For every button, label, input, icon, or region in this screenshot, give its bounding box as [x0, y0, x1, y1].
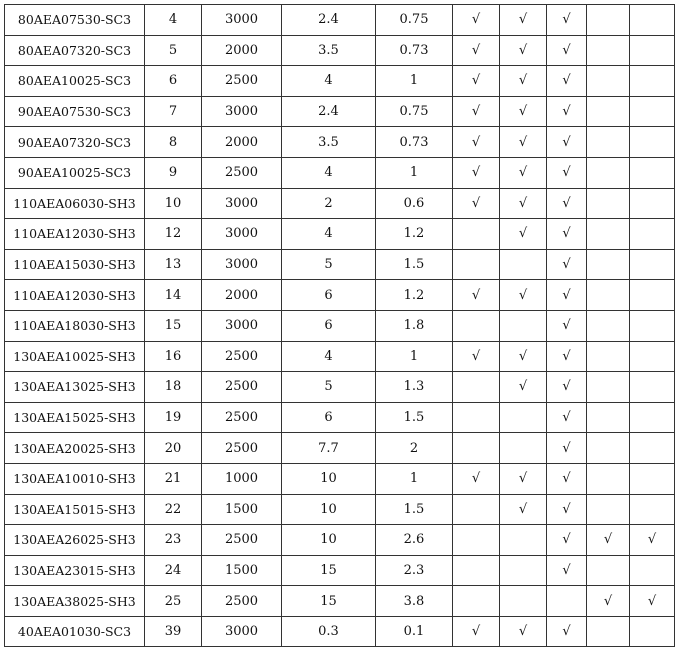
check-cell-1: √	[453, 96, 500, 127]
check-cell-1: √	[453, 280, 500, 311]
model-cell: 110AEA18030-SH3	[5, 310, 145, 341]
power-cell: 2.6	[376, 525, 453, 556]
speed-cell: 3000	[202, 5, 282, 36]
model-cell: 40AEA01030-SC3	[5, 616, 145, 647]
check-cell-5	[630, 433, 675, 464]
model-cell: 130AEA26025-SH3	[5, 525, 145, 556]
check-cell-5	[630, 127, 675, 158]
check-cell-3: √	[547, 494, 587, 525]
model-cell: 110AEA15030-SH3	[5, 249, 145, 280]
check-cell-3: √	[547, 35, 587, 66]
power-cell: 1.8	[376, 310, 453, 341]
model-cell: 110AEA12030-SH3	[5, 280, 145, 311]
torque-cell: 4	[282, 341, 376, 372]
code-cell: 25	[145, 586, 202, 617]
check-cell-3: √	[547, 310, 587, 341]
torque-cell: 15	[282, 586, 376, 617]
check-cell-5: √	[630, 525, 675, 556]
model-cell: 130AEA20025-SH3	[5, 433, 145, 464]
torque-cell: 7.7	[282, 433, 376, 464]
code-cell: 8	[145, 127, 202, 158]
check-cell-3: √	[547, 66, 587, 97]
speed-cell: 3000	[202, 616, 282, 647]
check-cell-1	[453, 525, 500, 556]
code-cell: 18	[145, 372, 202, 403]
power-cell: 1	[376, 463, 453, 494]
torque-cell: 0.3	[282, 616, 376, 647]
check-cell-3: √	[547, 402, 587, 433]
table-row	[5, 5, 675, 36]
torque-cell: 6	[282, 402, 376, 433]
speed-cell: 2500	[202, 341, 282, 372]
check-cell-1: √	[453, 341, 500, 372]
table-row	[5, 586, 675, 617]
model-cell: 130AEA13025-SH3	[5, 372, 145, 403]
code-cell: 6	[145, 66, 202, 97]
check-cell-5	[630, 35, 675, 66]
check-cell-4	[587, 5, 630, 36]
code-cell: 16	[145, 341, 202, 372]
table-row	[5, 219, 675, 250]
check-cell-1	[453, 310, 500, 341]
check-cell-3: √	[547, 96, 587, 127]
torque-cell: 2.4	[282, 5, 376, 36]
check-cell-2: √	[500, 157, 547, 188]
speed-cell: 2000	[202, 127, 282, 158]
check-cell-2: √	[500, 219, 547, 250]
check-cell-4: √	[587, 525, 630, 556]
torque-cell: 5	[282, 372, 376, 403]
check-cell-2: √	[500, 188, 547, 219]
check-cell-2: √	[500, 35, 547, 66]
code-cell: 23	[145, 525, 202, 556]
power-cell: 0.1	[376, 616, 453, 647]
check-cell-4	[587, 310, 630, 341]
check-cell-4	[587, 249, 630, 280]
code-cell: 19	[145, 402, 202, 433]
check-cell-2: √	[500, 96, 547, 127]
power-cell: 0.6	[376, 188, 453, 219]
power-cell: 2	[376, 433, 453, 464]
check-cell-4: √	[587, 586, 630, 617]
table-row	[5, 66, 675, 97]
check-cell-2: √	[500, 463, 547, 494]
check-cell-1: √	[453, 463, 500, 494]
check-cell-2	[500, 402, 547, 433]
table-row	[5, 341, 675, 372]
speed-cell: 3000	[202, 96, 282, 127]
check-cell-5	[630, 463, 675, 494]
power-cell: 1	[376, 66, 453, 97]
power-cell: 1.5	[376, 494, 453, 525]
check-cell-4	[587, 157, 630, 188]
check-cell-2: √	[500, 494, 547, 525]
check-cell-1: √	[453, 157, 500, 188]
check-cell-4	[587, 66, 630, 97]
check-cell-2	[500, 310, 547, 341]
table-body	[5, 5, 675, 647]
check-cell-1: √	[453, 188, 500, 219]
power-cell: 0.73	[376, 127, 453, 158]
table-row	[5, 402, 675, 433]
check-cell-2	[500, 555, 547, 586]
code-cell: 10	[145, 188, 202, 219]
check-cell-3: √	[547, 463, 587, 494]
check-cell-3: √	[547, 5, 587, 36]
table-row	[5, 127, 675, 158]
model-cell: 130AEA23015-SH3	[5, 555, 145, 586]
speed-cell: 3000	[202, 219, 282, 250]
power-cell: 1.3	[376, 372, 453, 403]
model-cell: 130AEA38025-SH3	[5, 586, 145, 617]
table-row	[5, 555, 675, 586]
check-cell-1	[453, 586, 500, 617]
table-row	[5, 310, 675, 341]
check-cell-1	[453, 494, 500, 525]
torque-cell: 3.5	[282, 35, 376, 66]
check-cell-3: √	[547, 525, 587, 556]
speed-cell: 2500	[202, 586, 282, 617]
table-row	[5, 525, 675, 556]
code-cell: 39	[145, 616, 202, 647]
table-row	[5, 433, 675, 464]
power-cell: 1.2	[376, 280, 453, 311]
torque-cell: 6	[282, 310, 376, 341]
check-cell-2	[500, 525, 547, 556]
code-cell: 12	[145, 219, 202, 250]
check-cell-1	[453, 372, 500, 403]
check-cell-2: √	[500, 341, 547, 372]
check-cell-5	[630, 280, 675, 311]
code-cell: 20	[145, 433, 202, 464]
check-cell-1	[453, 433, 500, 464]
code-cell: 13	[145, 249, 202, 280]
speed-cell: 3000	[202, 188, 282, 219]
model-cell: 110AEA12030-SH3	[5, 219, 145, 250]
check-cell-2	[500, 586, 547, 617]
code-cell: 14	[145, 280, 202, 311]
check-cell-1: √	[453, 616, 500, 647]
check-cell-3: √	[547, 616, 587, 647]
check-cell-1: √	[453, 127, 500, 158]
check-cell-4	[587, 219, 630, 250]
torque-cell: 2.4	[282, 96, 376, 127]
code-cell: 5	[145, 35, 202, 66]
check-cell-5	[630, 96, 675, 127]
check-cell-4	[587, 494, 630, 525]
table-row	[5, 188, 675, 219]
torque-cell: 4	[282, 157, 376, 188]
check-cell-3: √	[547, 127, 587, 158]
check-cell-3: √	[547, 555, 587, 586]
check-cell-4	[587, 188, 630, 219]
table-row	[5, 96, 675, 127]
speed-cell: 2500	[202, 66, 282, 97]
model-cell: 130AEA15015-SH3	[5, 494, 145, 525]
torque-cell: 2	[282, 188, 376, 219]
check-cell-5	[630, 616, 675, 647]
power-cell: 0.73	[376, 35, 453, 66]
check-cell-2	[500, 433, 547, 464]
check-cell-2: √	[500, 280, 547, 311]
speed-cell: 3000	[202, 249, 282, 280]
check-cell-5	[630, 372, 675, 403]
check-cell-4	[587, 96, 630, 127]
model-cell: 130AEA15025-SH3	[5, 402, 145, 433]
check-cell-5	[630, 310, 675, 341]
check-cell-3: √	[547, 341, 587, 372]
torque-cell: 15	[282, 555, 376, 586]
power-cell: 0.75	[376, 5, 453, 36]
torque-cell: 3.5	[282, 127, 376, 158]
check-cell-3	[547, 586, 587, 617]
check-cell-5	[630, 188, 675, 219]
model-cell: 90AEA07320-SC3	[5, 127, 145, 158]
check-cell-4	[587, 35, 630, 66]
check-cell-5	[630, 402, 675, 433]
torque-cell: 10	[282, 525, 376, 556]
speed-cell: 3000	[202, 310, 282, 341]
check-cell-1	[453, 249, 500, 280]
check-cell-3: √	[547, 188, 587, 219]
table-row	[5, 372, 675, 403]
check-cell-1: √	[453, 35, 500, 66]
check-cell-4	[587, 463, 630, 494]
motor-spec-table	[4, 4, 675, 647]
check-cell-5	[630, 219, 675, 250]
check-cell-2	[500, 249, 547, 280]
torque-cell: 10	[282, 463, 376, 494]
check-cell-3: √	[547, 372, 587, 403]
table-row	[5, 616, 675, 647]
speed-cell: 2500	[202, 402, 282, 433]
check-cell-4	[587, 402, 630, 433]
speed-cell: 1500	[202, 555, 282, 586]
check-cell-5	[630, 341, 675, 372]
check-cell-3: √	[547, 433, 587, 464]
code-cell: 15	[145, 310, 202, 341]
model-cell: 80AEA10025-SC3	[5, 66, 145, 97]
power-cell: 1	[376, 157, 453, 188]
code-cell: 21	[145, 463, 202, 494]
code-cell: 22	[145, 494, 202, 525]
check-cell-4	[587, 433, 630, 464]
power-cell: 2.3	[376, 555, 453, 586]
table-row	[5, 249, 675, 280]
check-cell-2: √	[500, 372, 547, 403]
check-cell-2: √	[500, 127, 547, 158]
speed-cell: 2500	[202, 525, 282, 556]
check-cell-4	[587, 372, 630, 403]
check-cell-4	[587, 280, 630, 311]
power-cell: 3.8	[376, 586, 453, 617]
check-cell-1	[453, 402, 500, 433]
speed-cell: 2500	[202, 433, 282, 464]
speed-cell: 2500	[202, 157, 282, 188]
check-cell-5	[630, 5, 675, 36]
check-cell-2: √	[500, 66, 547, 97]
check-cell-3: √	[547, 249, 587, 280]
check-cell-5	[630, 555, 675, 586]
speed-cell: 2000	[202, 35, 282, 66]
model-cell: 130AEA10010-SH3	[5, 463, 145, 494]
code-cell: 7	[145, 96, 202, 127]
power-cell: 1.5	[376, 402, 453, 433]
check-cell-1	[453, 555, 500, 586]
speed-cell: 2500	[202, 372, 282, 403]
speed-cell: 2000	[202, 280, 282, 311]
check-cell-1: √	[453, 5, 500, 36]
model-cell: 80AEA07320-SC3	[5, 35, 145, 66]
check-cell-1	[453, 219, 500, 250]
code-cell: 4	[145, 5, 202, 36]
check-cell-3: √	[547, 157, 587, 188]
torque-cell: 5	[282, 249, 376, 280]
torque-cell: 10	[282, 494, 376, 525]
model-cell: 90AEA07530-SC3	[5, 96, 145, 127]
model-cell: 80AEA07530-SC3	[5, 5, 145, 36]
check-cell-4	[587, 127, 630, 158]
check-cell-2: √	[500, 616, 547, 647]
torque-cell: 4	[282, 219, 376, 250]
speed-cell: 1000	[202, 463, 282, 494]
check-cell-2: √	[500, 5, 547, 36]
power-cell: 0.75	[376, 96, 453, 127]
check-cell-5	[630, 157, 675, 188]
model-cell: 90AEA10025-SC3	[5, 157, 145, 188]
table-row	[5, 280, 675, 311]
check-cell-4	[587, 616, 630, 647]
check-cell-3: √	[547, 280, 587, 311]
code-cell: 9	[145, 157, 202, 188]
model-cell: 130AEA10025-SH3	[5, 341, 145, 372]
check-cell-5	[630, 249, 675, 280]
check-cell-4	[587, 341, 630, 372]
check-cell-1: √	[453, 66, 500, 97]
check-cell-4	[587, 555, 630, 586]
check-cell-3: √	[547, 219, 587, 250]
table-row	[5, 494, 675, 525]
speed-cell: 1500	[202, 494, 282, 525]
table-row	[5, 35, 675, 66]
torque-cell: 4	[282, 66, 376, 97]
power-cell: 1.5	[376, 249, 453, 280]
table-row	[5, 157, 675, 188]
check-cell-5	[630, 494, 675, 525]
check-cell-5: √	[630, 586, 675, 617]
check-cell-5	[630, 66, 675, 97]
power-cell: 1	[376, 341, 453, 372]
model-cell: 110AEA06030-SH3	[5, 188, 145, 219]
code-cell: 24	[145, 555, 202, 586]
power-cell: 1.2	[376, 219, 453, 250]
table-row	[5, 463, 675, 494]
torque-cell: 6	[282, 280, 376, 311]
